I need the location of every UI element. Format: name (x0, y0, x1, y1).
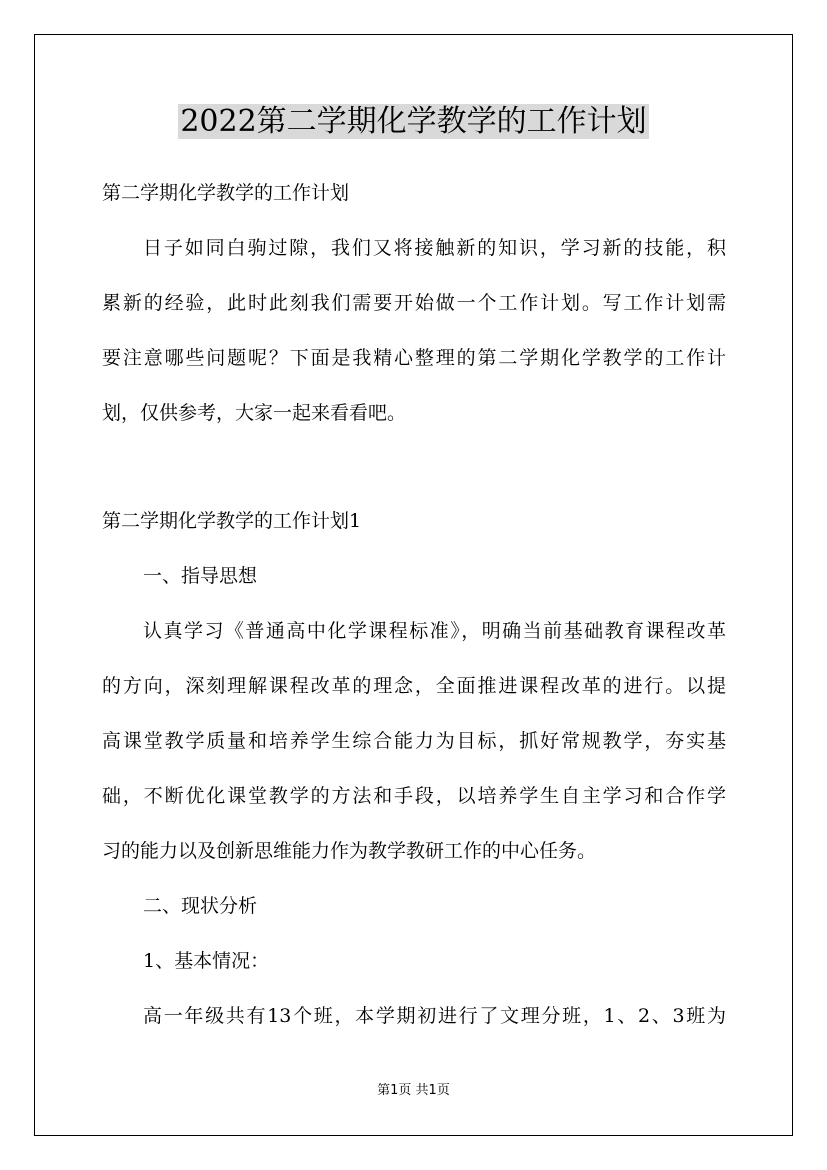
heading-guiding-ideology: 一、指导思想 (143, 565, 258, 587)
paragraph-line: 高一年级共有13个班，本学期初进行了文理分班，1、2、3班为 (143, 1005, 726, 1027)
guiding-paragraph-line: 认真学习《普通高中化学课程标准》，明确当前基础教育课程改革 (143, 620, 726, 642)
intro-paragraph-line: 累新的经验，此时此刻我们需要开始做一个工作计划。写工作计划需 (102, 292, 726, 314)
heading-status-analysis: 二、现状分析 (143, 895, 258, 917)
section-title: 第二学期化学教学的工作计划1 (102, 510, 362, 532)
intro-paragraph-line: 要注意哪些问题呢？下面是我精心整理的第二学期化学教学的工作计 (102, 347, 726, 369)
guiding-paragraph-line: 高课堂教学质量和培养学生综合能力为目标，抓好常规教学，夯实基 (102, 730, 726, 752)
guiding-paragraph-line: 础，不断优化课堂教学的方法和手段，以培养学生自主学习和合作学 (102, 785, 726, 807)
intro-paragraph-line: 日子如同白驹过隙，我们又将接触新的知识，学习新的技能，积 (143, 237, 726, 259)
guiding-paragraph-line: 的方向，深刻理解课程改革的理念，全面推进课程改革的进行。以提 (102, 675, 726, 697)
document-title: 2022第二学期化学教学的工作计划 (180, 104, 647, 139)
guiding-paragraph-line: 习的能力以及创新思维能力作为教学教研工作的中心任务。 (102, 840, 597, 862)
subheading-basic-situation: 1、基本情况： (143, 950, 270, 972)
document-subtitle: 第二学期化学教学的工作计划 (102, 182, 350, 204)
page-footer: 第1页 共1页 (377, 1083, 450, 1098)
intro-paragraph-line: 划，仅供参考，大家一起来看看吧。 (102, 402, 407, 424)
